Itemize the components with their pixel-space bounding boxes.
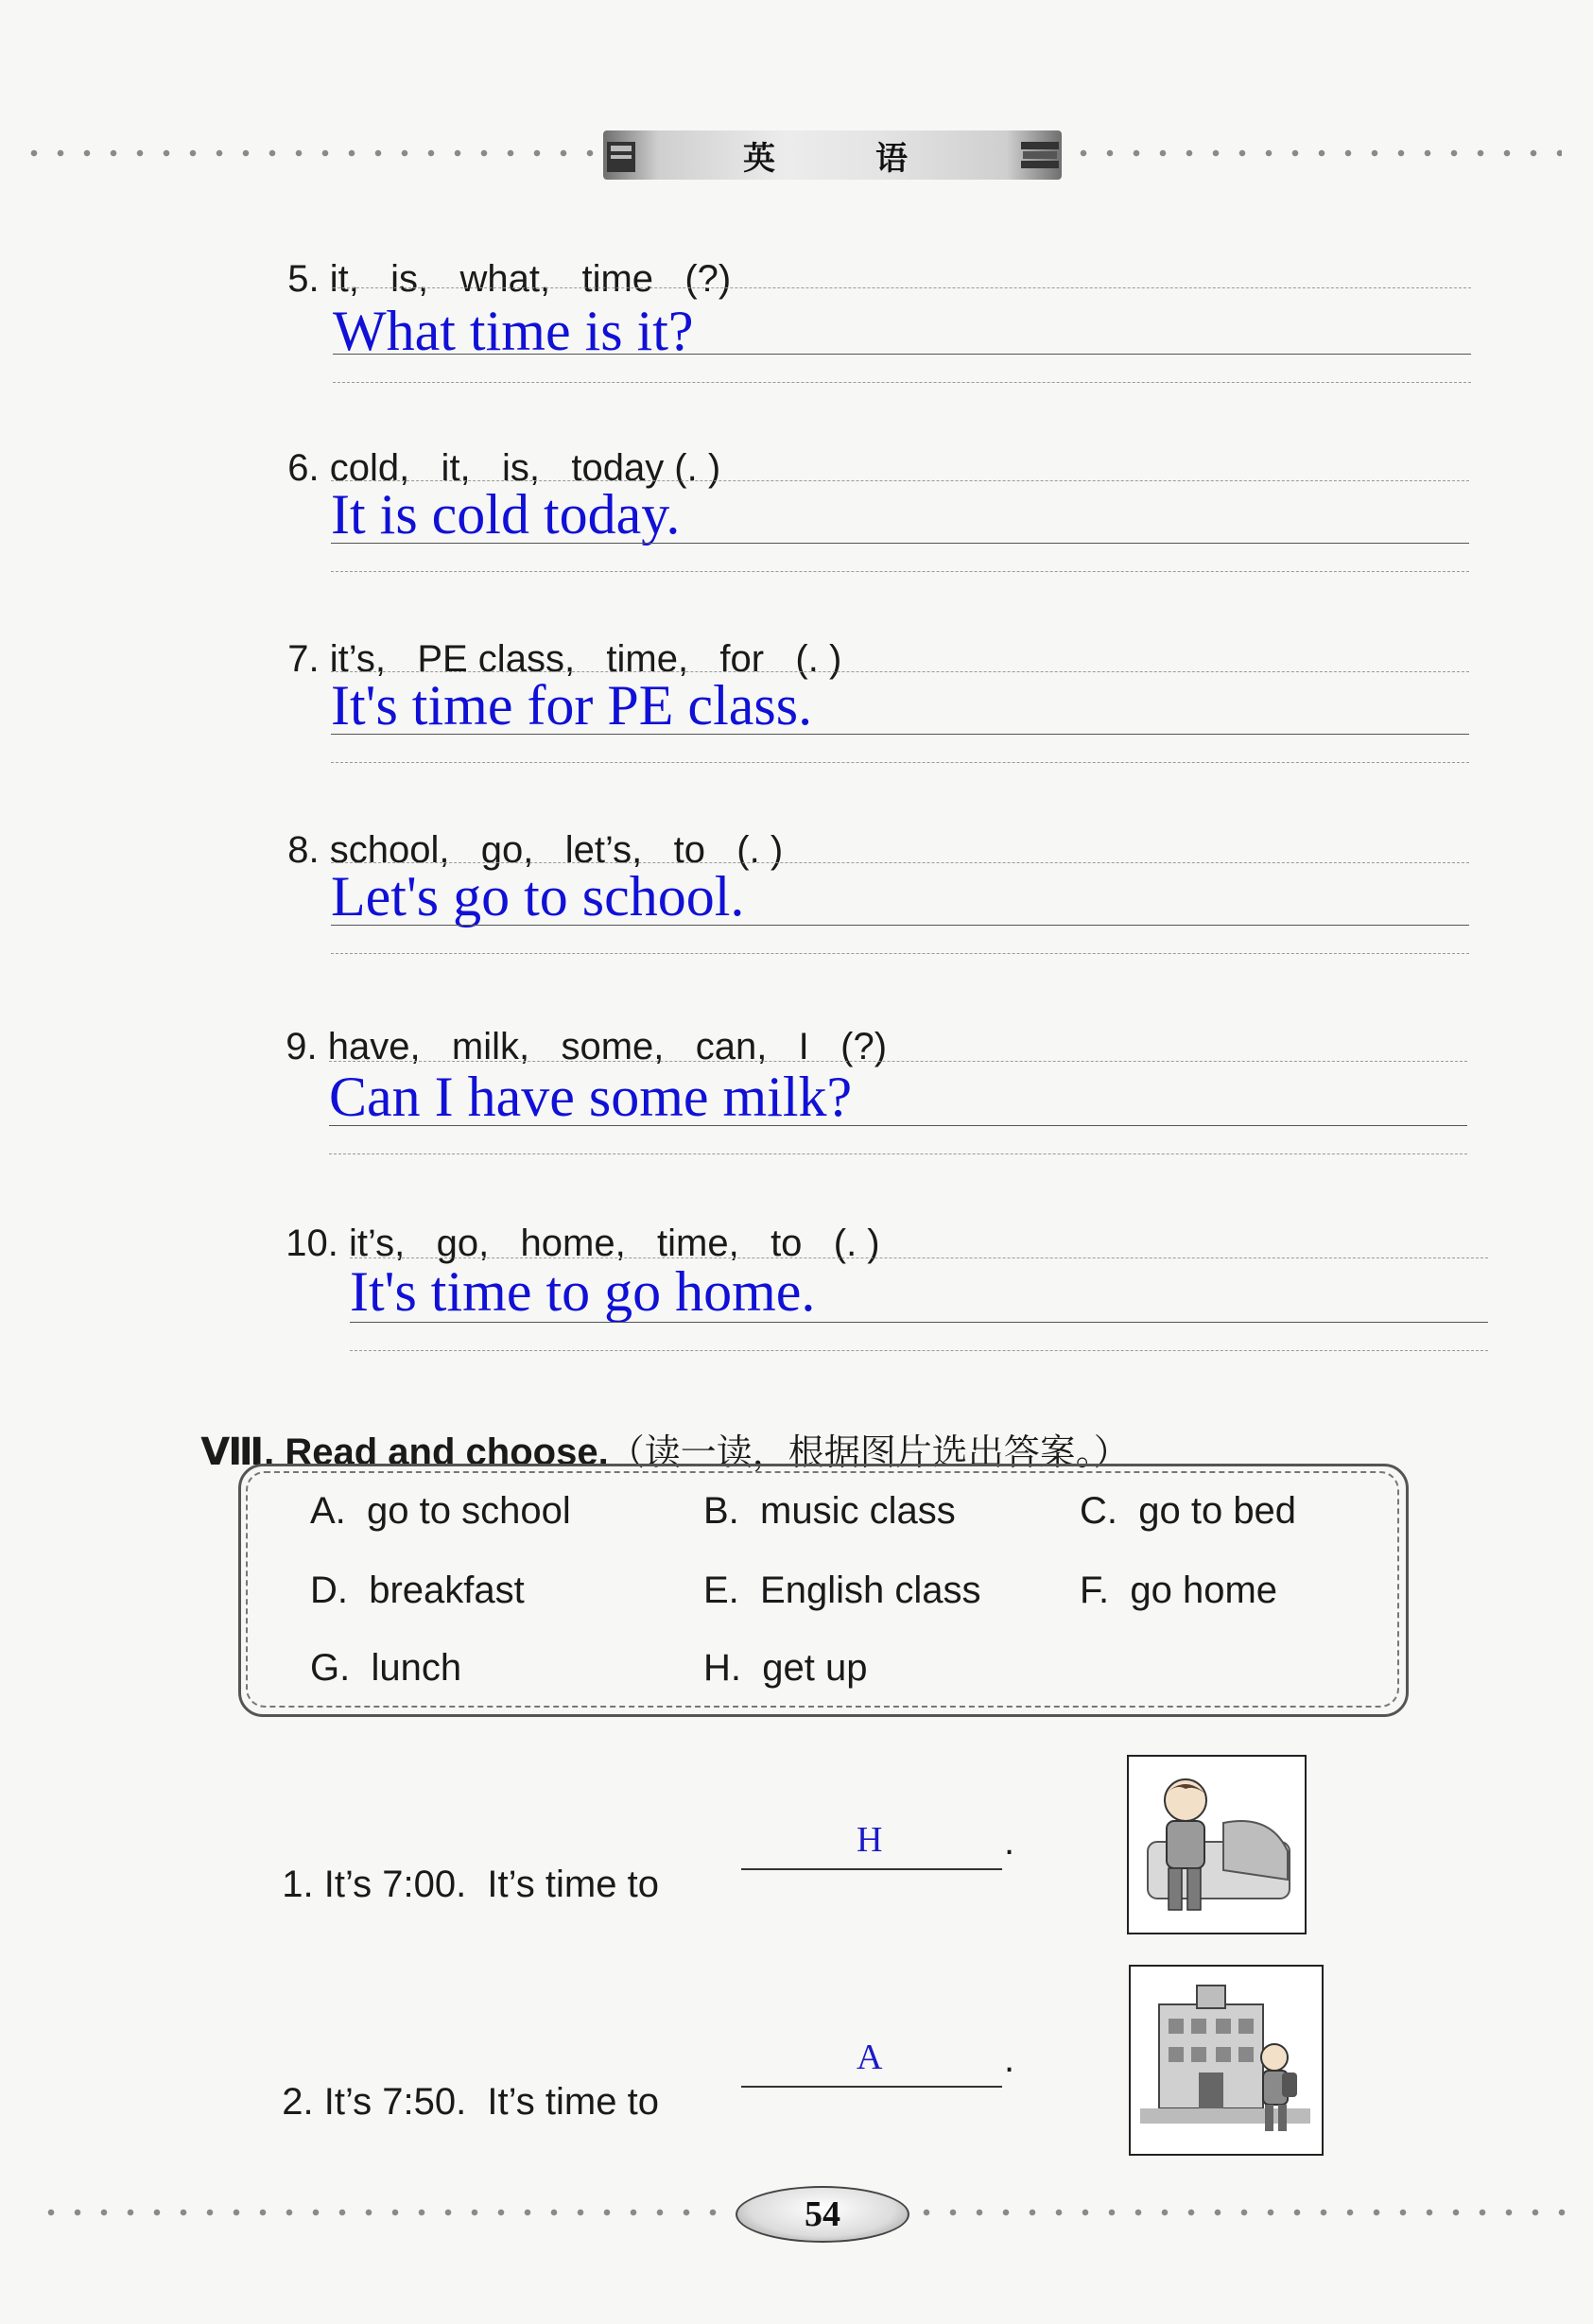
answer-5[interactable]: What time is it? — [333, 300, 694, 362]
option-g — [310, 1647, 461, 1690]
item-number: 1. — [282, 1864, 314, 1905]
answer-7[interactable]: It's time for PE class. — [331, 674, 813, 737]
question-number: 6. — [287, 447, 320, 489]
writing-line — [331, 734, 1469, 735]
option-text: get up — [762, 1647, 868, 1689]
question-words: cold, it, is, today (. ) — [329, 447, 721, 489]
writing-line — [331, 953, 1469, 954]
book-stack-icon — [1019, 138, 1061, 172]
option-text: breakfast — [369, 1570, 525, 1611]
option-letter: G. — [310, 1647, 351, 1689]
page-number: 54 — [736, 2186, 909, 2243]
writing-line — [331, 480, 1469, 481]
header-band — [603, 130, 1062, 180]
option-text: go home — [1130, 1570, 1278, 1611]
question-number: 8. — [287, 829, 320, 871]
book-icon — [605, 138, 639, 176]
question-words: it, is, what, time (?) — [329, 258, 732, 300]
option-d — [310, 1570, 525, 1612]
answer-blank-2[interactable] — [741, 2086, 1002, 2088]
writing-line — [329, 1061, 1467, 1062]
writing-line — [350, 1257, 1488, 1258]
option-letter: B. — [703, 1490, 739, 1532]
option-h — [703, 1647, 867, 1690]
item-period: . — [1004, 1821, 1015, 1863]
item-text: It’s 7:50. It’s time to — [323, 2081, 659, 2123]
section-8-title — [180, 1380, 1130, 1475]
option-a — [310, 1490, 571, 1533]
question-9 — [265, 983, 887, 1068]
writing-line — [331, 925, 1469, 926]
writing-line — [333, 382, 1471, 383]
option-letter: D. — [310, 1570, 348, 1611]
question-words: school, go, let’s, to (. ) — [329, 829, 784, 871]
header-dots-right — [1070, 149, 1562, 157]
item-period: . — [1004, 2038, 1015, 2080]
question-words: have, milk, some, can, I (?) — [327, 1026, 888, 1067]
option-letter: H. — [703, 1647, 741, 1689]
answer-fill-2: A — [857, 2038, 883, 2077]
writing-line — [331, 762, 1469, 763]
item-text: It’s 7:00. It’s time to — [323, 1864, 659, 1905]
answer-6[interactable]: It is cold today. — [331, 483, 681, 546]
option-letter: E. — [703, 1570, 739, 1611]
option-text: go to bed — [1138, 1490, 1297, 1532]
option-c — [1080, 1490, 1296, 1533]
question-words: it’s, go, home, time, to (. ) — [348, 1223, 880, 1264]
header-subject-char-1: 英 — [743, 140, 775, 178]
option-e — [703, 1570, 980, 1612]
option-letter: C. — [1080, 1490, 1117, 1532]
writing-line — [350, 1322, 1488, 1323]
section-instruction: （读一读，根据图片选出答案。） — [608, 1431, 1130, 1473]
answer-fill-1: H — [857, 1820, 883, 1860]
footer-dots-left — [38, 2209, 728, 2216]
question-number: 5. — [287, 258, 320, 300]
question-8 — [267, 787, 783, 872]
option-text: music class — [760, 1490, 956, 1532]
question-number: 9. — [286, 1026, 318, 1067]
writing-line — [329, 1125, 1467, 1126]
option-f — [1080, 1570, 1277, 1612]
answer-9[interactable]: Can I have some milk? — [329, 1066, 853, 1128]
option-text: go to school — [367, 1490, 571, 1532]
header-subject-char-2: 语 — [875, 140, 908, 178]
writing-line — [331, 862, 1469, 863]
header-dots-left — [21, 149, 594, 157]
section-heading: Read and choose. — [285, 1431, 609, 1473]
writing-line — [333, 354, 1471, 355]
question-7 — [267, 596, 841, 681]
question-number: 7. — [287, 638, 320, 680]
writing-line — [350, 1350, 1488, 1351]
boy-going-to-school-illustration — [1129, 1965, 1324, 2156]
question-number: 10. — [286, 1223, 338, 1264]
question-6 — [267, 405, 720, 490]
question-10 — [265, 1180, 880, 1265]
option-letter: F. — [1080, 1570, 1110, 1611]
boy-getting-up-illustration — [1127, 1755, 1307, 1934]
option-b — [703, 1490, 956, 1533]
writing-line — [331, 571, 1469, 572]
writing-line — [331, 671, 1469, 672]
writing-line — [333, 287, 1471, 288]
footer-dots-right — [913, 2209, 1566, 2216]
answer-blank-1[interactable] — [741, 1868, 1002, 1870]
section-numeral: Ⅷ. — [200, 1431, 275, 1473]
writing-line — [329, 1153, 1467, 1154]
option-text: English class — [760, 1570, 981, 1611]
choose-item-2 — [261, 2038, 659, 2124]
option-text: lunch — [371, 1647, 462, 1689]
writing-line — [331, 543, 1469, 544]
item-number: 2. — [282, 2081, 314, 2123]
question-words: it’s, PE class, time, for (. ) — [329, 638, 842, 680]
answer-8[interactable]: Let's go to school. — [331, 865, 745, 928]
answer-10[interactable]: It's time to go home. — [350, 1260, 816, 1323]
choose-item-1 — [261, 1821, 659, 1906]
option-letter: A. — [310, 1490, 346, 1532]
